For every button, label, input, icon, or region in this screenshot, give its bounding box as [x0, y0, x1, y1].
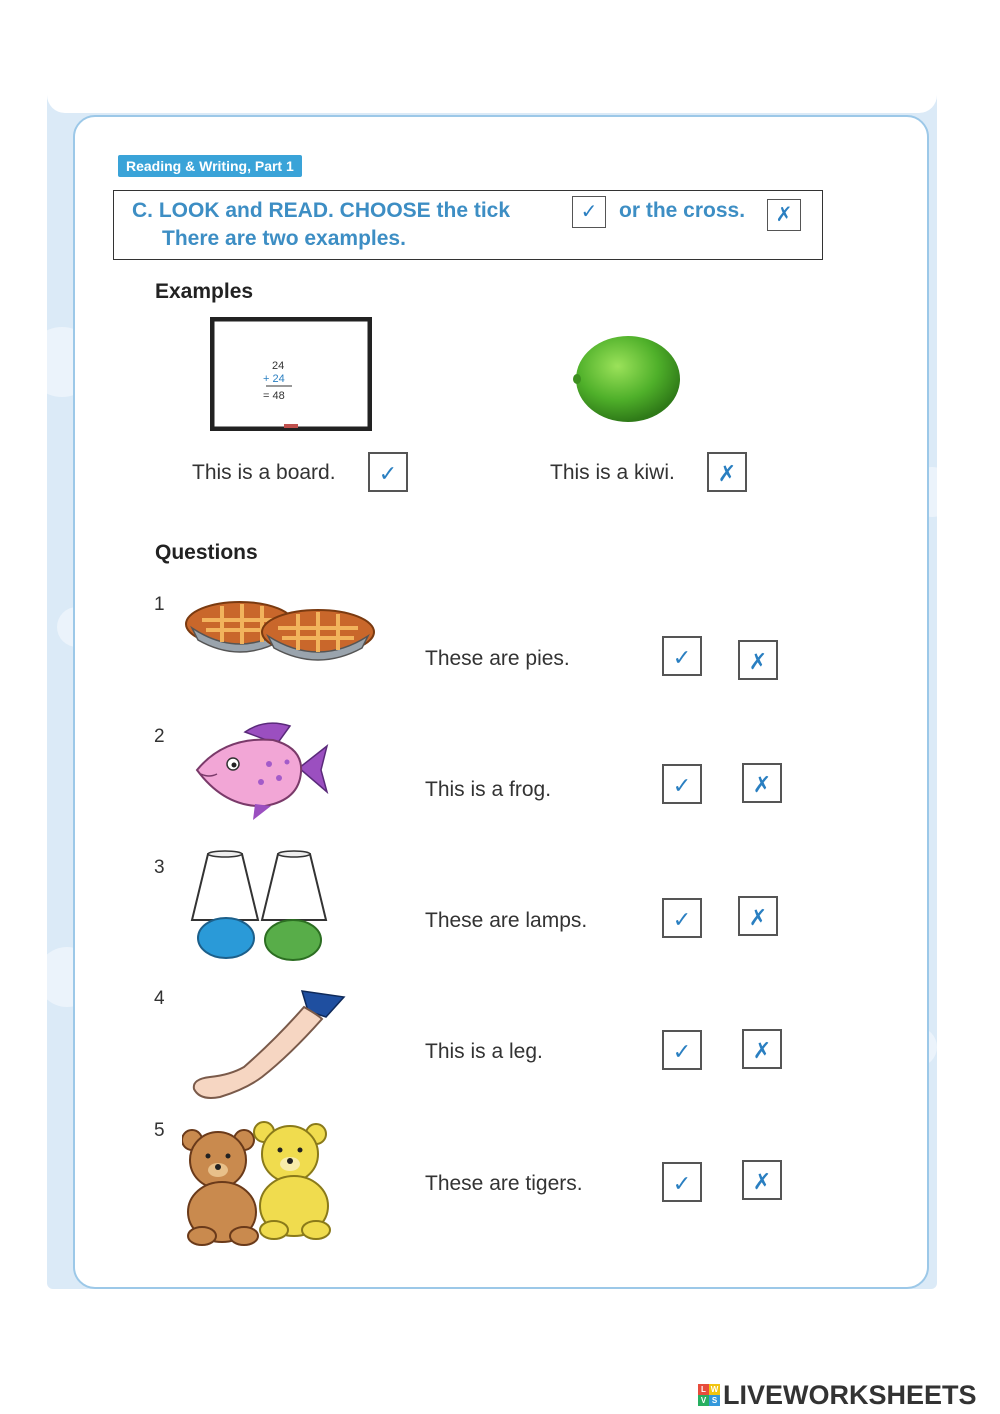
- example-2-sentence: This is a kiwi.: [550, 461, 675, 484]
- tick-icon: ✓: [378, 461, 398, 486]
- cross-sample-box: [767, 199, 801, 231]
- question-5-sentence: These are tigers.: [425, 1172, 583, 1195]
- instruction-text-b: or the cross.: [619, 199, 746, 222]
- cross-icon: ✗: [748, 649, 768, 674]
- tick-icon: ✓: [580, 201, 598, 223]
- liveworksheets-logo: [698, 1378, 977, 1412]
- question-2-cross-box[interactable]: [742, 763, 782, 803]
- question-1-sentence: These are pies.: [425, 647, 570, 670]
- question-number: 4: [154, 988, 165, 1009]
- question-2-tick-box[interactable]: [662, 764, 702, 804]
- question-1-tick-box[interactable]: [662, 636, 702, 676]
- question-4-sentence: This is a leg.: [425, 1040, 543, 1063]
- tick-icon: ✓: [672, 773, 692, 798]
- cross-icon: ✗: [748, 905, 768, 930]
- lime-icon: [572, 332, 684, 426]
- question-1-cross-box[interactable]: [738, 640, 778, 680]
- question-number: 5: [154, 1120, 165, 1141]
- question-5-cross-box[interactable]: [742, 1160, 782, 1200]
- cross-icon: ✗: [752, 1038, 772, 1063]
- cross-icon: ✗: [752, 772, 772, 797]
- question-number: 1: [154, 594, 165, 615]
- tick-icon: ✓: [672, 907, 692, 932]
- question-4-tick-box[interactable]: [662, 1030, 702, 1070]
- pies-icon: [182, 590, 378, 666]
- lamps-icon: [190, 850, 330, 962]
- example-1-answer-box: [368, 452, 408, 492]
- teddy-bears-icon: [182, 1118, 347, 1248]
- board-line-3: = 48: [263, 390, 285, 402]
- logo-mark-w: W: [710, 1385, 719, 1394]
- instruction-line-1: [132, 199, 510, 223]
- question-4-cross-box[interactable]: [742, 1029, 782, 1069]
- question-number: 2: [154, 726, 165, 747]
- example-2-answer-box: [707, 452, 747, 492]
- tick-icon: ✓: [672, 1039, 692, 1064]
- question-3-cross-box[interactable]: [738, 896, 778, 936]
- board-line-2: + 24: [263, 373, 285, 385]
- questions-title: Questions: [155, 541, 258, 564]
- cross-icon: ✗: [775, 204, 793, 226]
- board-line-1: 24: [272, 360, 285, 372]
- tick-icon: ✓: [672, 645, 692, 670]
- question-number: 3: [154, 857, 165, 878]
- logo-mark-v: V: [698, 1395, 709, 1406]
- cross-icon: ✗: [752, 1169, 772, 1194]
- logo-text: LIVEWORKSHEETS: [723, 1379, 977, 1410]
- logo-mark-icon: [698, 1384, 720, 1406]
- examples-title: Examples: [155, 280, 254, 303]
- fish-icon: [195, 718, 330, 822]
- question-3-sentence: These are lamps.: [425, 909, 588, 932]
- part-label: Reading & Writing, Part 1: [118, 155, 302, 177]
- question-5-tick-box[interactable]: [662, 1162, 702, 1202]
- instructions-box: [113, 190, 823, 260]
- question-3-tick-box[interactable]: [662, 898, 702, 938]
- logo-mark-s: S: [709, 1395, 720, 1406]
- cross-icon: ✗: [717, 461, 737, 486]
- whiteboard-icon: [210, 317, 372, 431]
- leg-icon: [190, 985, 350, 1107]
- instruction-text-a: C. LOOK and READ. CHOOSE the tick: [132, 199, 511, 222]
- instruction-line-2: There are two examples.: [162, 227, 406, 250]
- question-2-sentence: This is a frog.: [425, 778, 552, 801]
- tick-sample-box: [572, 196, 606, 228]
- example-1-sentence: This is a board.: [192, 461, 336, 484]
- tick-icon: ✓: [672, 1171, 692, 1196]
- logo-mark-l: L: [698, 1384, 709, 1395]
